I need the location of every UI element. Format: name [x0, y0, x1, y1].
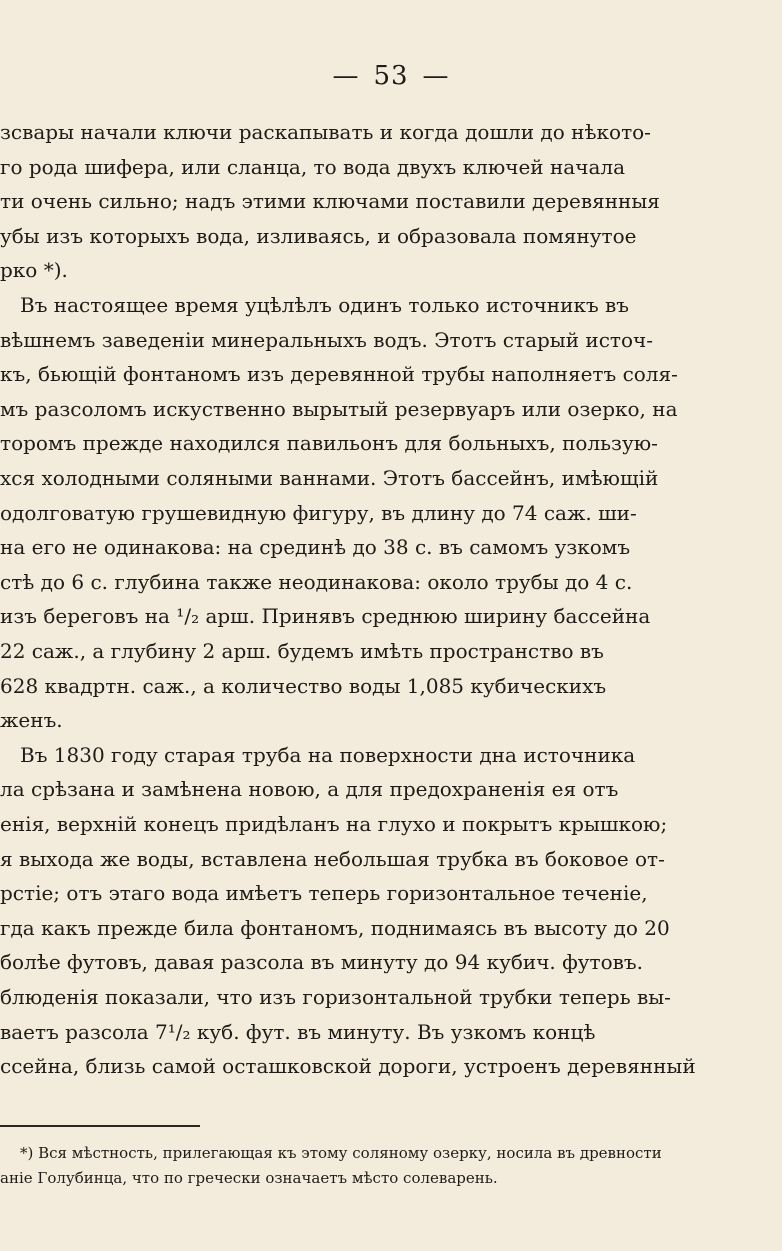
footnote-line: *) Вся мѣстность, прилегающая къ этому соляному озерку, носила въ древности: [20, 1144, 662, 1162]
text-line: мъ разсоломъ искуственно вырытый резервуаръ или озерко, на: [0, 396, 678, 421]
text-line: 628 квадртн. саж., а количество воды 1,085 кубическихъ: [0, 673, 607, 698]
text-line: къ, бьющій фонтаномъ изъ деревянной трубы наполняетъ соля-: [0, 362, 678, 387]
text-line: ла срѣзана и замѣнена новою, а для предохраненія ея отъ: [0, 777, 619, 802]
text-line: ссейна, близь самой осташковской дороги, устроенъ деревянный: [0, 1054, 696, 1079]
text-line: гда какъ прежде била фонтаномъ, поднимаясь въ высоту до 20: [0, 915, 670, 940]
text-line: рстіе; отъ этаго вода имѣетъ теперь горизонтальное теченіе,: [0, 881, 648, 906]
text-line: Въ 1830 году старая труба на поверхности дна источника: [20, 742, 636, 767]
text-line: хся холодными соляными ваннами. Этотъ бассейнъ, имѣющій: [0, 466, 659, 490]
text-line: блюденія показали, что изъ горизонтальной трубки теперь вы-: [0, 985, 671, 1009]
text-line: 22 саж., а глубину 2 арш. будемъ имѣть пространство въ: [0, 639, 604, 663]
page-header: [0, 58, 782, 94]
text-line: ваетъ разсола 7¹/₂ куб. фут. въ минуту. Въ узкомъ концѣ: [0, 1019, 596, 1044]
text-line: изъ береговъ на ¹/₂ арш. Принявъ среднюю ширину бассейна: [0, 604, 651, 629]
text-line: стѣ до 6 с. глубина также неодинакова: около трубы до 4 с.: [0, 569, 633, 594]
footnote-rule: [0, 1125, 200, 1127]
text-line: Въ настоящее время уцѣлѣлъ одинъ только источникъ въ: [20, 293, 630, 317]
text-line: болѣе футовъ, давая разсола въ минуту до 94 кубич. футовъ.: [0, 950, 644, 975]
text-line: убы изъ которыхъ вода, изливаясь, и образовала помянутое: [0, 223, 637, 248]
text-line: женъ.: [0, 708, 63, 733]
text-line: енія, верхній конецъ придѣланъ на глухо и покрытъ крышкою;: [0, 812, 668, 836]
text-line: ти очень сильно; надъ этими ключами поставили деревянныя: [0, 189, 660, 214]
text-line: зсвары начали ключи раскапывать и когда дошли до нѣкото-: [0, 120, 651, 144]
header-dash-right: —: [422, 61, 450, 91]
text-line: одолговатую грушевидную фигуру, въ длину до 74 саж. ши-: [0, 500, 637, 525]
text-line: рко *).: [0, 258, 68, 283]
text-line: го рода шифера, или сланца, то вода двухъ ключей начала: [0, 154, 626, 179]
footnote-line: аніе Голубинца, что по гречески означаетъ мѣсто солеварень.: [0, 1169, 498, 1187]
text-line: на его не одинакова: на срединѣ до 38 с. въ самомъ узкомъ: [0, 535, 631, 560]
text-line: я выхода же воды, вставлена небольшая трубка въ боковое от-: [0, 846, 665, 871]
page-number: 53: [373, 61, 409, 91]
header-dash-left: —: [332, 61, 360, 91]
text-line: вѣшнемъ заведеніи минеральныхъ водъ. Этотъ старый источ-: [0, 327, 654, 352]
text-line: торомъ прежде находился павильонъ для больныхъ, пользую-: [0, 431, 658, 456]
